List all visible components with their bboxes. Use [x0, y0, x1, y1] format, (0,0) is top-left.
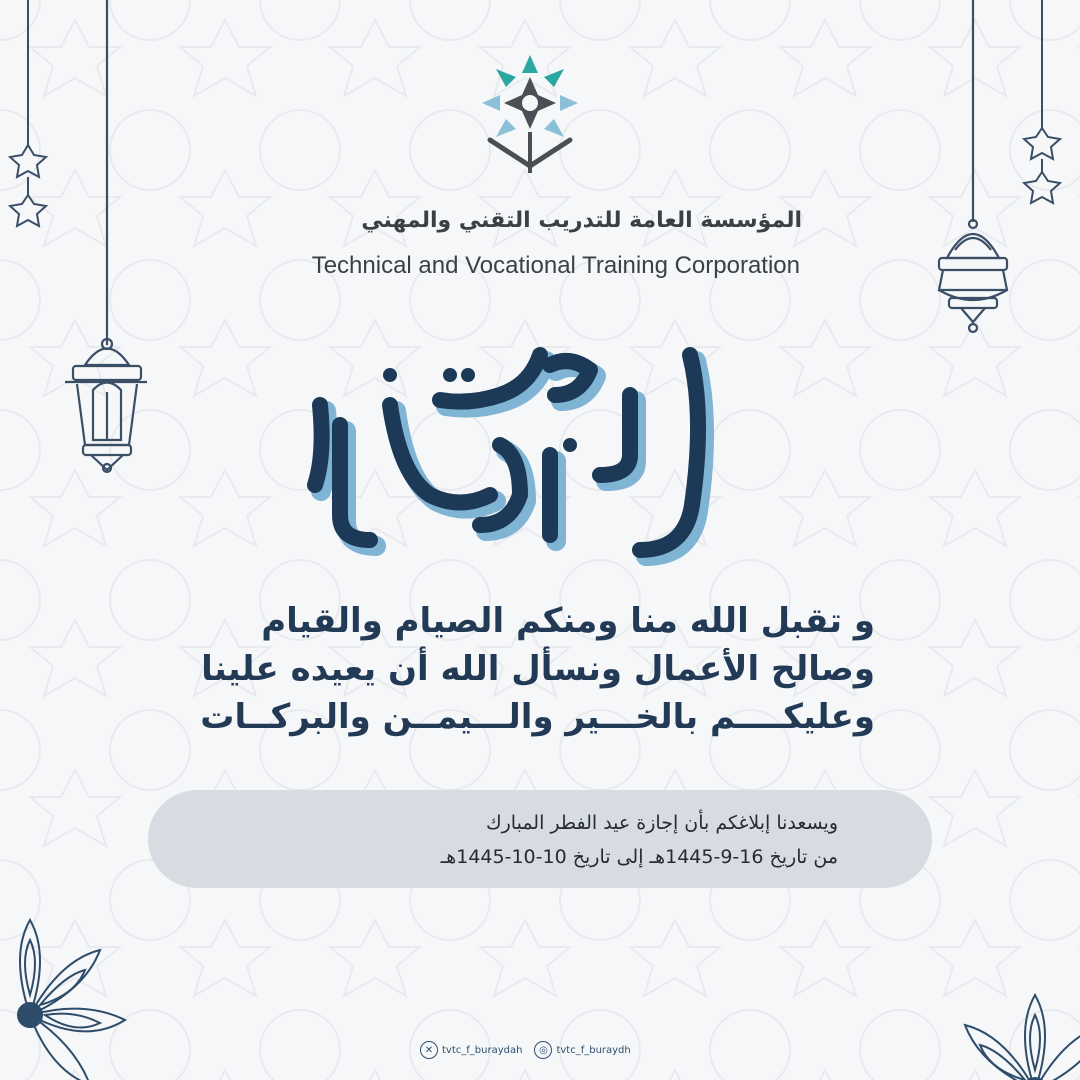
left-star-ornaments [8, 0, 53, 240]
left-hanging-lantern [55, 0, 165, 480]
right-hanging-lantern [925, 0, 1025, 340]
bottom-left-mandala-ornament [0, 905, 160, 1080]
instagram-account-link[interactable] [534, 1041, 630, 1059]
bottom-right-mandala-ornament [905, 960, 1080, 1080]
x-logo-icon: ✕ [420, 1041, 438, 1059]
tvtc-star-emblem-icon [480, 48, 580, 198]
org-name-english: Technical and Vocational Training Corporation [311, 252, 800, 279]
right-star-ornaments [1022, 0, 1067, 210]
social-handles-bar [420, 1038, 631, 1062]
eid-calligraphy-logotype [300, 335, 730, 570]
greeting-line: و تقبل الله منا ومنكم الصيام والقيام [261, 601, 875, 641]
organization-logo-block [300, 40, 810, 279]
notice-line: ويسعدنا إبلاغكم بأن إجازة عيد الفطر المبارك [485, 812, 838, 834]
greeting-line: وصالح الأعمال ونسأل الله أن يعيده علينا [201, 649, 875, 689]
holiday-notice-box [148, 790, 932, 888]
x-account-link[interactable] [420, 1041, 522, 1059]
greeting-line: وعليكــــم بالخـــير والـــيمــن والبركــات [200, 697, 875, 737]
notice-dates-line: من تاريخ 16-9-1445هـ إلى تاريخ 10-10-1445هـ [440, 846, 838, 868]
org-name-arabic: المؤسسة العامة للتدريب التقني والمهني [361, 208, 802, 233]
instagram-handle: tvtc_f_buraydh [556, 1044, 631, 1056]
x-handle: tvtc_f_buraydah [442, 1044, 523, 1056]
eid-greeting-text [160, 597, 875, 741]
instagram-icon: ◎ [534, 1041, 552, 1059]
